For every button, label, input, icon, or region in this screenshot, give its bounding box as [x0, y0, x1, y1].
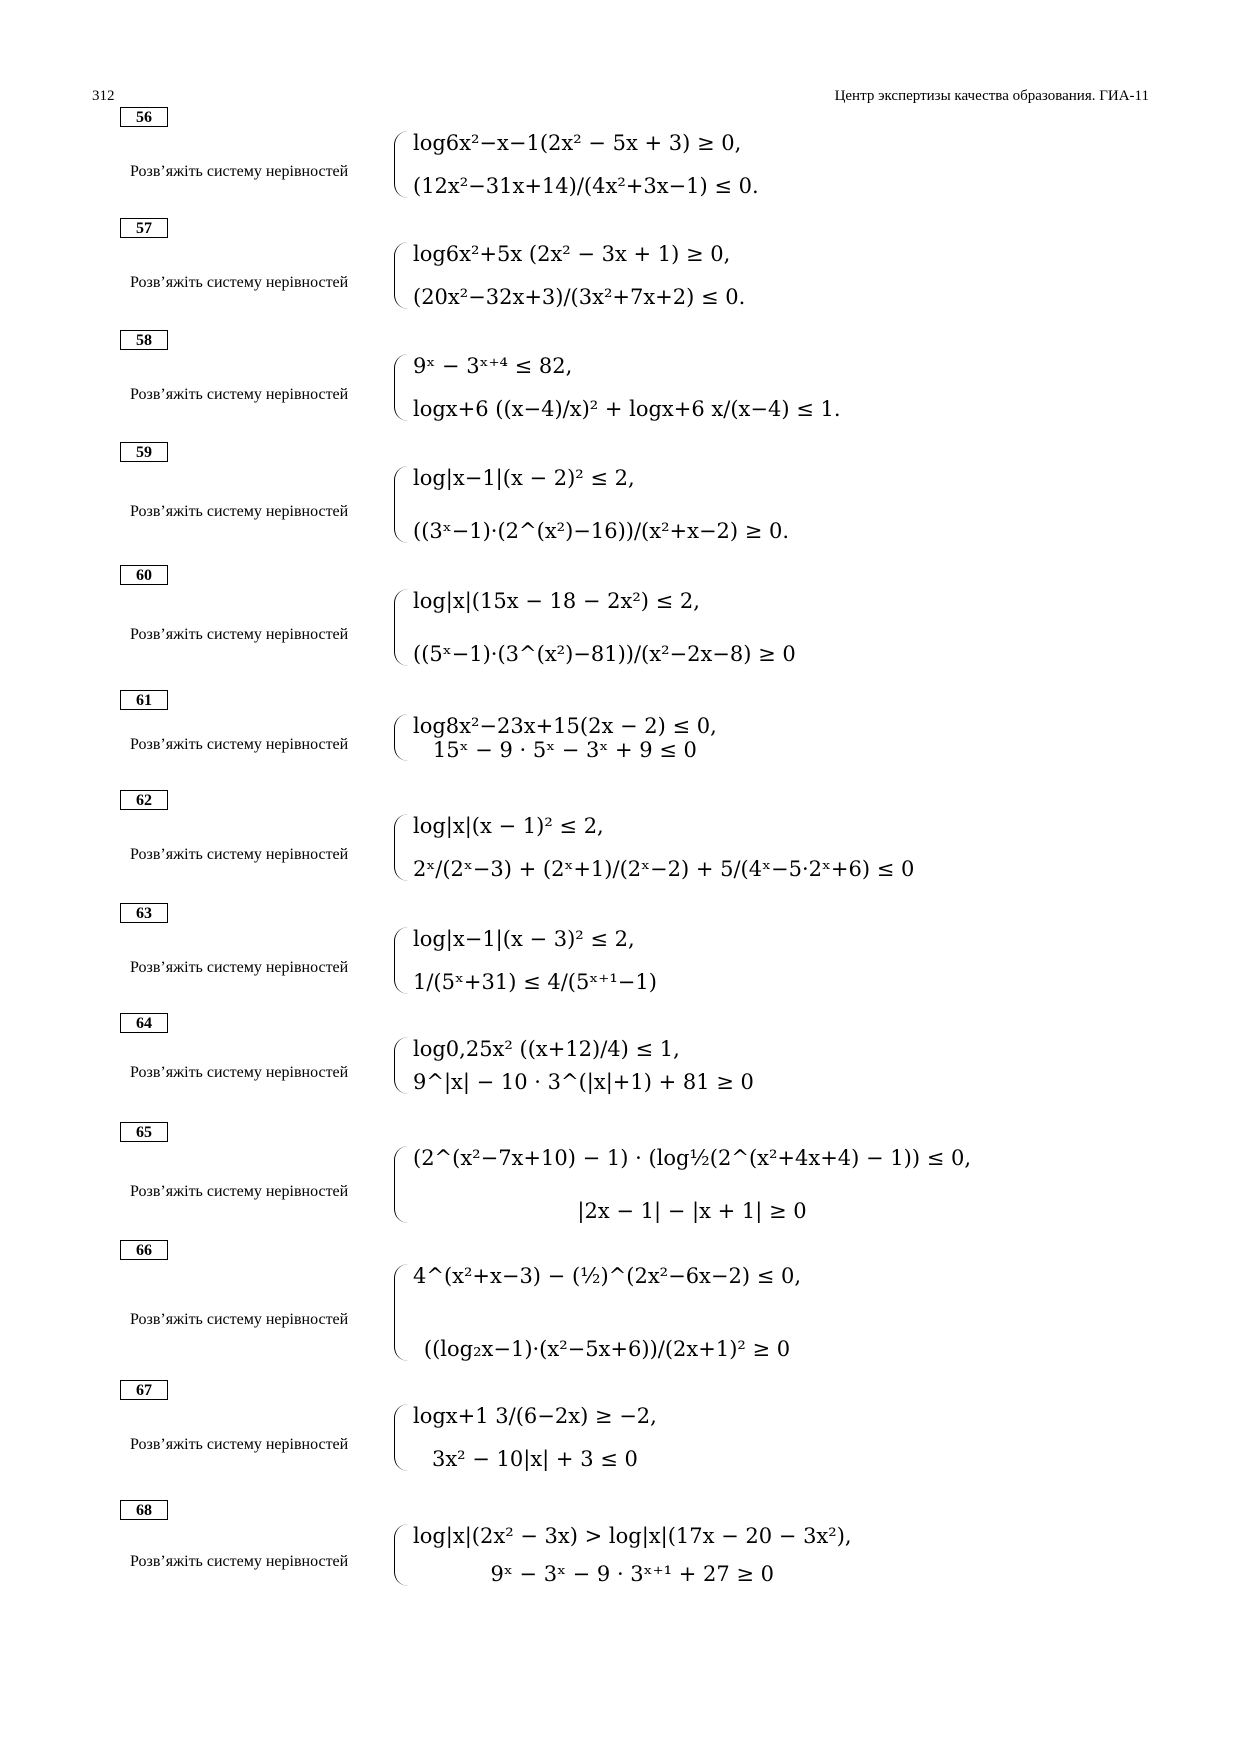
task-number: 66: [120, 1240, 168, 1260]
system-brace: [394, 242, 409, 309]
task-66: [120, 1240, 1120, 1365]
inequality-line: log|x|(2x² − 3x) > log|x|(17x − 20 − 3x²),: [413, 1524, 852, 1548]
inequality-line: log0,25x² ((x+12)/4) ≤ 1,: [413, 1037, 680, 1061]
inequality-system: [394, 1404, 657, 1471]
task-number: 60: [120, 565, 168, 585]
inequality-system: [394, 466, 789, 543]
task-64: [120, 1013, 1120, 1098]
task-prompt: Розв’яжіть систему нерівностей: [130, 1553, 349, 1570]
inequality-system: [394, 1146, 971, 1223]
task-60: [120, 565, 1120, 670]
inequality-system: [394, 1524, 852, 1586]
header-title: Центр экспертизы качества образования. ГИА-11: [834, 88, 1149, 104]
inequality-line: log8x²−23x+15(2x − 2) ≤ 0,: [413, 714, 717, 738]
inequality-line: ((3ˣ−1)·(2^(x²)−16))/(x²+x−2) ≥ 0.: [413, 518, 790, 543]
system-brace: [394, 131, 409, 198]
inequality-line: logx+1 3/(6−2x) ≥ −2,: [413, 1404, 657, 1428]
inequality-line: 4^(x²+x−3) − (½)^(2x²−6x−2) ≤ 0,: [413, 1264, 802, 1288]
task-62: [120, 790, 1120, 885]
task-prompt: Розв’яжіть систему нерівностей: [130, 1436, 349, 1453]
task-number: 57: [120, 218, 168, 238]
task-57: [120, 218, 1120, 313]
system-brace: [394, 354, 409, 421]
inequality-line: 15ˣ − 9 · 5ˣ − 3ˣ + 9 ≤ 0: [432, 738, 697, 763]
inequality-line: 1/(5ˣ+31) ≤ 4/(5ˣ⁺¹−1): [413, 969, 657, 994]
task-59: [120, 442, 1120, 547]
task-prompt: Розв’яжіть систему нерівностей: [130, 1064, 349, 1081]
inequality-line: log|x−1|(x − 2)² ≤ 2,: [413, 466, 635, 490]
task-prompt: Розв’яжіть систему нерівностей: [130, 274, 349, 291]
task-prompt: Розв’яжіть систему нерівностей: [130, 736, 349, 753]
task-prompt: Розв’яжіть систему нерівностей: [130, 959, 349, 976]
task-65: [120, 1122, 1120, 1227]
inequality-system: [394, 131, 759, 198]
task-68: [120, 1500, 1120, 1590]
inequality-line: 3x² − 10|x| + 3 ≤ 0: [431, 1446, 638, 1471]
inequality-line: 2ˣ/(2ˣ−3) + (2ˣ+1)/(2ˣ−2) + 5/(4ˣ−5·2ˣ+6) ≤ 0: [413, 856, 915, 881]
inequality-system: [394, 1037, 754, 1094]
task-number: 61: [120, 690, 168, 710]
system-brace: [394, 1404, 409, 1471]
inequality-system: [394, 927, 657, 994]
system-brace: [394, 1524, 409, 1586]
inequality-system: [394, 814, 914, 881]
inequality-line: (20x²−32x+3)/(3x²+7x+2) ≤ 0.: [413, 284, 746, 309]
task-prompt: Розв’яжіть систему нерівностей: [130, 1311, 349, 1328]
inequality-line: logx+6 ((x−4)/x)² + logx+6 x/(x−4) ≤ 1.: [413, 396, 841, 421]
inequality-line: ((log₂x−1)·(x²−5x+6))/(2x+1)² ≥ 0: [423, 1336, 791, 1361]
inequality-system: [394, 242, 745, 309]
task-prompt: Розв’яжіть систему нерівностей: [130, 1183, 349, 1200]
task-63: [120, 903, 1120, 998]
inequality-line: log6x²+5x (2x² − 3x + 1) ≥ 0,: [413, 242, 731, 266]
task-number: 62: [120, 790, 168, 810]
system-brace: [394, 466, 409, 543]
task-prompt: Розв’яжіть систему нерівностей: [130, 163, 349, 180]
page-header: [92, 88, 1149, 108]
inequality-system: [394, 589, 796, 666]
system-brace: [394, 1037, 409, 1094]
task-number: 58: [120, 330, 168, 350]
task-prompt: Розв’яжіть систему нерівностей: [130, 386, 349, 403]
inequality-system: [394, 1264, 801, 1361]
system-brace: [394, 1264, 409, 1361]
inequality-line: |2x − 1| − |x + 1| ≥ 0: [577, 1198, 807, 1223]
system-brace: [394, 927, 409, 994]
system-brace: [394, 714, 409, 761]
inequality-line: 9^|x| − 10 · 3^(|x|+1) + 81 ≥ 0: [413, 1069, 754, 1094]
inequality-system: [394, 354, 841, 421]
task-prompt: Розв’яжіть систему нерівностей: [130, 626, 349, 643]
task-58: [120, 330, 1120, 425]
task-prompt: Розв’яжіть систему нерівностей: [130, 503, 349, 520]
inequality-line: (2^(x²−7x+10) − 1) · (log½(2^(x²+4x+4) − 1)) ≤ 0,: [413, 1146, 972, 1170]
task-number: 65: [120, 1122, 168, 1142]
task-61: [120, 690, 1120, 765]
page-number: 312: [92, 88, 115, 104]
task-prompt: Розв’яжіть систему нерівностей: [130, 846, 349, 863]
inequality-line: (12x²−31x+14)/(4x²+3x−1) ≤ 0.: [413, 173, 759, 198]
task-67: [120, 1380, 1120, 1475]
task-number: 68: [120, 1500, 168, 1520]
inequality-line: log|x|(15x − 18 − 2x²) ≤ 2,: [413, 589, 700, 613]
inequality-line: ((5ˣ−1)·(3^(x²)−81))/(x²−2x−8) ≥ 0: [413, 641, 796, 666]
inequality-line: 9ˣ − 3ˣ⁺⁴ ≤ 82,: [413, 354, 573, 378]
inequality-line: log|x|(x − 1)² ≤ 2,: [413, 814, 604, 838]
inequality-line: log|x−1|(x − 3)² ≤ 2,: [413, 927, 635, 951]
task-56: [120, 107, 1120, 202]
task-number: 56: [120, 107, 168, 127]
inequality-system: [394, 714, 717, 761]
inequality-line: log6x²−x−1(2x² − 5x + 3) ≥ 0,: [413, 131, 742, 155]
task-number: 64: [120, 1013, 168, 1033]
system-brace: [394, 814, 409, 881]
task-number: 67: [120, 1380, 168, 1400]
system-brace: [394, 589, 409, 666]
task-number: 59: [120, 442, 168, 462]
task-number: 63: [120, 903, 168, 923]
system-brace: [394, 1146, 409, 1223]
inequality-line: 9ˣ − 3ˣ − 9 · 3ˣ⁺¹ + 27 ≥ 0: [490, 1561, 775, 1586]
